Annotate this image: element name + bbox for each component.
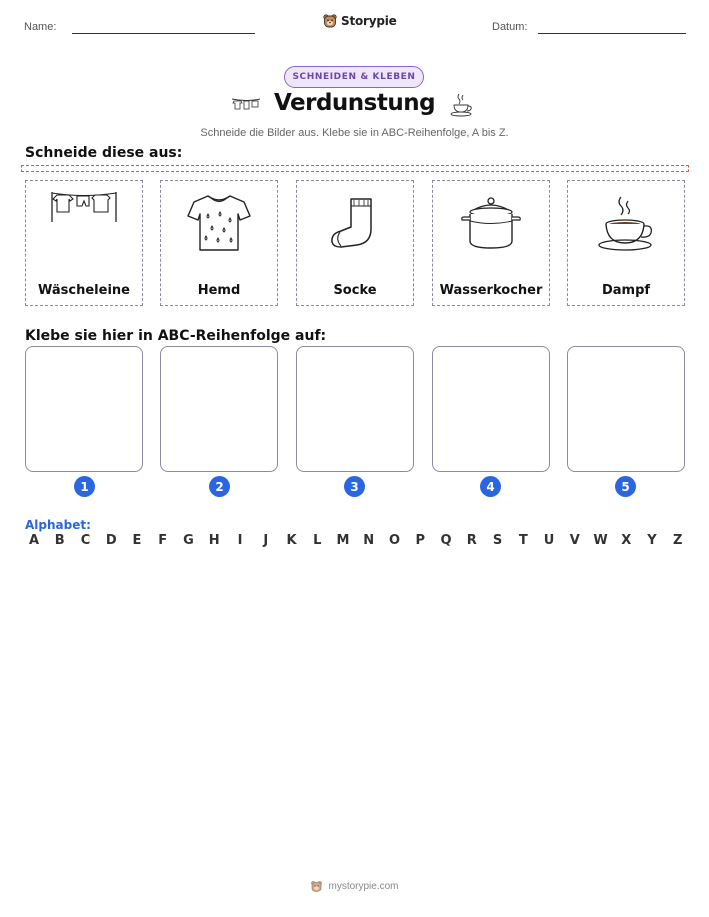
name-label: Name: <box>24 21 57 33</box>
alphabet-letter: R <box>466 533 477 548</box>
alphabet-letter: F <box>158 533 168 548</box>
alphabet-letter: M <box>336 533 350 548</box>
alphabet-letter: P <box>415 533 426 548</box>
pot-icon <box>458 195 524 251</box>
sock-icon <box>327 195 383 251</box>
card-label: Wasserkocher <box>439 283 543 298</box>
alphabet-letter: T <box>518 533 528 548</box>
teacup-title-icon <box>449 92 475 118</box>
card-label: Hemd <box>197 283 241 298</box>
footer <box>0 880 709 893</box>
alphabet-row <box>24 533 688 548</box>
alphabet-letter: Q <box>440 533 452 548</box>
number-badge-2: 2 <box>209 476 230 497</box>
date-line[interactable] <box>538 33 686 34</box>
name-line[interactable] <box>72 33 255 34</box>
number-badge-1: 1 <box>74 476 95 497</box>
instructions: Schneide die Bilder aus. Klebe sie in ABC-Reihenfolge, A bis Z. <box>200 127 509 139</box>
alphabet-letter: W <box>593 533 608 548</box>
storypie-logo <box>322 13 397 29</box>
date-label: Datum: <box>492 21 528 33</box>
alphabet-letter: K <box>286 533 297 548</box>
cut-card-4[interactable] <box>432 180 550 306</box>
number-badge-3: 3 <box>344 476 365 497</box>
alphabet-letter: U <box>543 533 555 548</box>
alphabet-letter: Z <box>673 533 683 548</box>
number-badge-4: 4 <box>480 476 501 497</box>
clothesline-icon <box>49 184 119 224</box>
alphabet-letter: L <box>313 533 322 548</box>
alphabet-letter: G <box>183 533 194 548</box>
logo-text: Storypie <box>341 14 397 28</box>
bear-logo-icon <box>310 880 323 893</box>
paste-box-1[interactable] <box>25 346 143 472</box>
cut-card-1[interactable] <box>25 180 143 306</box>
alphabet-letter: H <box>208 533 220 548</box>
footer-url: mystorypie.com <box>328 881 399 892</box>
alphabet-letter: C <box>80 533 91 548</box>
number-badge-5: 5 <box>615 476 636 497</box>
alphabet-letter: Y <box>647 533 657 548</box>
alphabet-letter: B <box>54 533 65 548</box>
paste-box-4[interactable] <box>432 346 550 472</box>
cut-line <box>21 165 689 172</box>
paste-box-5[interactable] <box>567 346 685 472</box>
alphabet-letter: S <box>492 533 503 548</box>
card-label: Dampf <box>601 283 651 298</box>
activity-badge: SCHNEIDEN & KLEBEN <box>284 66 424 88</box>
alphabet-letter: V <box>569 533 580 548</box>
shirt-icon <box>186 192 252 254</box>
cut-heading: Schneide diese aus: <box>25 145 183 161</box>
cut-card-5[interactable] <box>567 180 685 306</box>
page-title: Verdunstung <box>273 90 436 116</box>
alphabet-letter: O <box>388 533 401 548</box>
bear-logo-icon <box>322 13 338 29</box>
alphabet-letter: D <box>105 533 117 548</box>
card-label: Socke <box>333 283 377 298</box>
card-label: Wäscheleine <box>38 283 130 298</box>
alphabet-letter: J <box>263 533 269 548</box>
cut-card-3[interactable] <box>296 180 414 306</box>
cut-card-2[interactable] <box>160 180 278 306</box>
steaming-cup-icon <box>595 193 657 253</box>
alphabet-label: Alphabet: <box>25 518 91 532</box>
alphabet-letter: E <box>132 533 142 548</box>
paste-heading: Klebe sie hier in ABC-Reihenfolge auf: <box>25 328 327 344</box>
alphabet-letter: X <box>621 533 632 548</box>
paste-box-3[interactable] <box>296 346 414 472</box>
alphabet-letter: A <box>28 533 40 548</box>
alphabet-letter: N <box>363 533 375 548</box>
alphabet-letter: I <box>237 533 243 548</box>
paste-box-2[interactable] <box>160 346 278 472</box>
